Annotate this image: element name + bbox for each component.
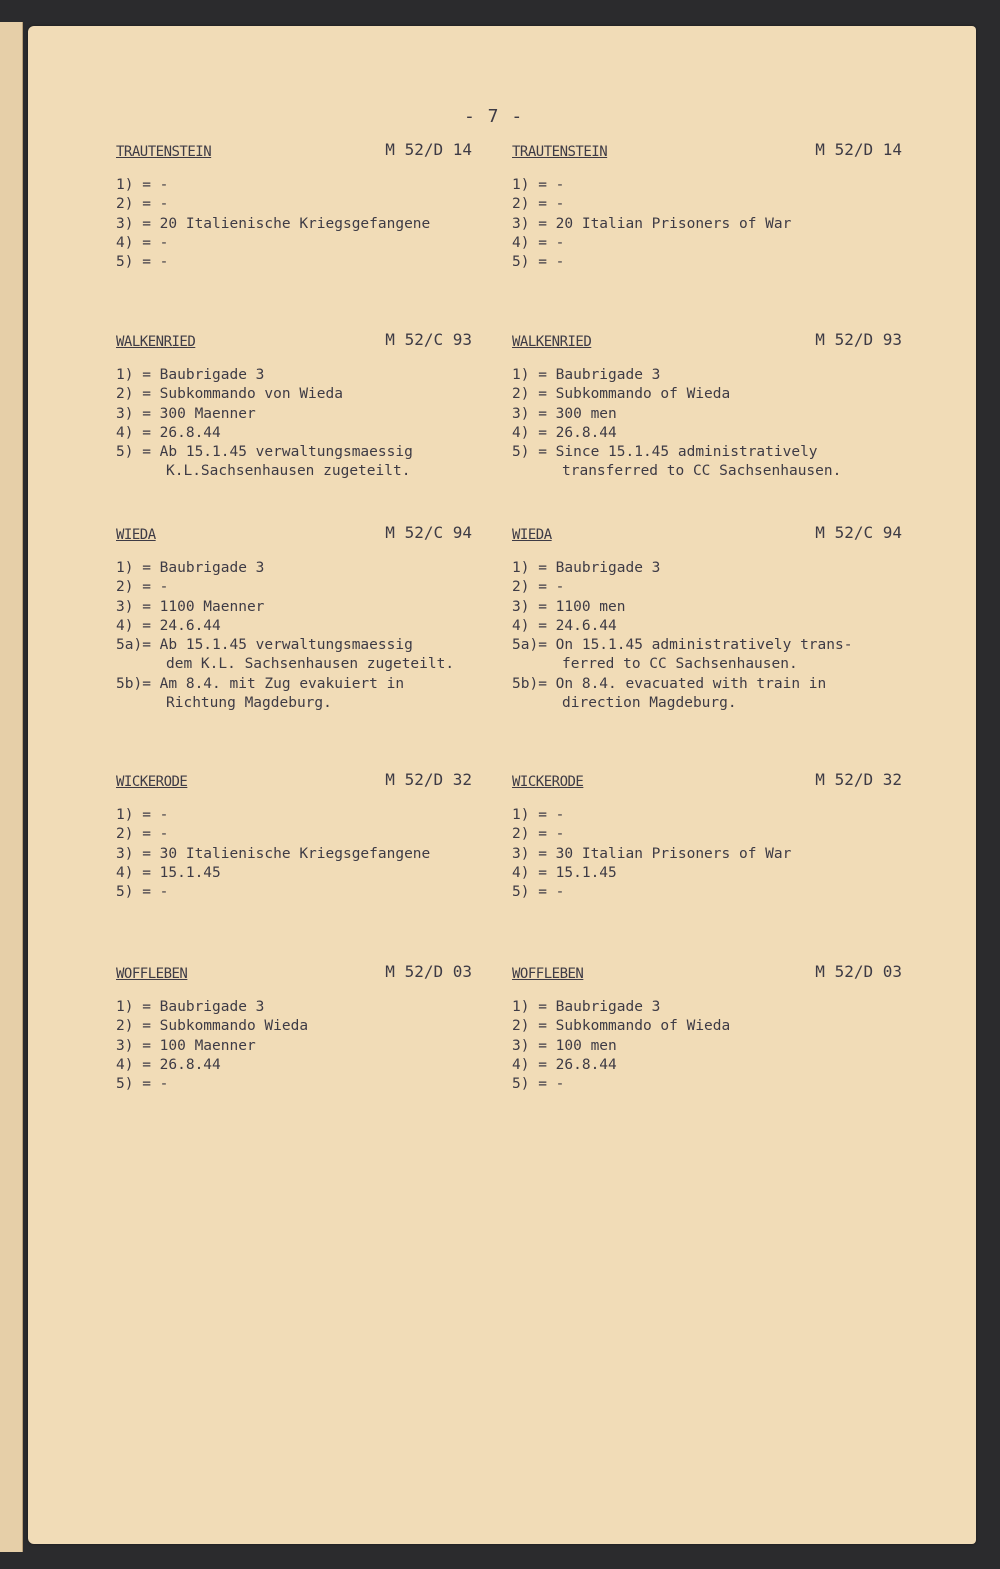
place-name: TRAUTENSTEIN	[512, 144, 608, 160]
entry-walkenried-de	[116, 330, 472, 482]
map-reference: M 52/C 94	[815, 523, 902, 542]
map-reference: M 52/D 93	[815, 330, 902, 349]
entry-line: 1) = Baubrigade 3	[512, 367, 661, 383]
entry-line: 2) = Subkommando of Wieda	[512, 386, 731, 403]
entry-line: 4) = 26.8.44	[512, 1056, 617, 1073]
entry-line: 2) = -	[512, 196, 565, 213]
previous-page-edge	[0, 22, 23, 1552]
entry-line: 1) = -	[512, 807, 565, 823]
map-reference: M 52/D 03	[385, 962, 472, 981]
entry-header	[116, 140, 472, 164]
entry-lines	[116, 176, 472, 272]
entry-line: K.L.Sachsenhausen zugeteilt.	[166, 463, 411, 480]
entry-line: 5b)= Am 8.4. mit Zug evakuiert in	[116, 675, 405, 692]
entry-lines	[512, 366, 902, 482]
entry-header	[512, 140, 902, 164]
place-name: WICKERODE	[512, 774, 584, 790]
entry-line: 5) = -	[116, 254, 169, 271]
map-reference: M 52/C 93	[385, 330, 472, 349]
entry-line: 3) = 300 Maenner	[116, 405, 256, 422]
entry-line: 3) = 300 men	[512, 405, 617, 422]
entry-line: 4) = 15.1.45	[512, 864, 617, 881]
entry-line: 3) = 100 Maenner	[116, 1037, 256, 1054]
entry-line: 3) = 30 Italian Prisoners of War	[512, 845, 792, 862]
entry-line: 2) = -	[512, 826, 565, 843]
entry-lines	[512, 176, 902, 272]
entry-line: dem K.L. Sachsenhausen zugeteilt.	[166, 656, 455, 673]
entry-trautenstein-de	[116, 140, 472, 272]
entry-line: 4) = 15.1.45	[116, 864, 221, 881]
entry-line: 2) = Subkommando von Wieda	[116, 386, 343, 403]
entry-lines	[512, 559, 902, 713]
entry-line: 3) = 1100 Maenner	[116, 598, 265, 615]
entry-woffleben-en	[512, 962, 902, 1094]
entry-line: 4) = 26.8.44	[116, 424, 221, 441]
entry-header	[116, 523, 472, 547]
entry-wickerode-en	[512, 770, 902, 902]
entry-wieda-de	[116, 523, 472, 713]
entry-line: direction Magdeburg.	[562, 695, 737, 712]
entry-line: 3) = 100 men	[512, 1037, 617, 1054]
entry-header	[116, 330, 472, 354]
entry-line: 5) = -	[512, 1076, 565, 1093]
entry-line: 1) = -	[116, 177, 169, 193]
entry-line: 4) = 26.8.44	[512, 424, 617, 441]
entry-line: 2) = -	[512, 579, 565, 596]
entry-line: 4) = -	[116, 234, 169, 251]
entry-wieda-en	[512, 523, 902, 713]
entry-lines	[512, 998, 902, 1094]
entry-line: 1) = Baubrigade 3	[512, 560, 661, 576]
place-name: WALKENRIED	[116, 334, 196, 350]
map-reference: M 52/D 14	[815, 140, 902, 159]
entry-line: ferred to CC Sachsenhausen.	[562, 656, 798, 673]
entry-header	[116, 770, 472, 794]
entry-line: 4) = -	[512, 234, 565, 251]
entry-line: 2) = Subkommando of Wieda	[512, 1018, 731, 1035]
place-name: WIEDA	[512, 527, 552, 543]
map-reference: M 52/D 32	[385, 770, 472, 789]
entry-line: 3) = 20 Italian Prisoners of War	[512, 215, 792, 232]
map-reference: M 52/D 14	[385, 140, 472, 159]
entry-line: Richtung Magdeburg.	[166, 695, 332, 712]
entry-header	[512, 770, 902, 794]
entry-walkenried-en	[512, 330, 902, 482]
entry-line: 5) = -	[116, 1076, 169, 1093]
entry-line: 2) = -	[116, 579, 169, 596]
place-name: WOFFLEBEN	[512, 966, 584, 982]
entry-line: 3) = 20 Italienische Kriegsgefangene	[116, 215, 431, 232]
entry-line: 2) = -	[116, 196, 169, 213]
entry-line: 1) = Baubrigade 3	[116, 367, 265, 383]
entry-header	[512, 523, 902, 547]
entry-line: 5a)= On 15.1.45 administratively trans-	[512, 637, 853, 654]
entry-line: 1) = -	[512, 177, 565, 193]
entry-woffleben-de	[116, 962, 472, 1094]
entry-line: 2) = -	[116, 826, 169, 843]
entry-line: 5b)= On 8.4. evacuated with train in	[512, 675, 827, 692]
map-reference: M 52/D 03	[815, 962, 902, 981]
entry-line: 2) = Subkommando Wieda	[116, 1018, 309, 1035]
entry-header	[512, 330, 902, 354]
entry-lines	[116, 998, 472, 1094]
entry-trautenstein-en	[512, 140, 902, 272]
entry-line: 5a)= Ab 15.1.45 verwaltungsmaessig	[116, 637, 413, 654]
place-name: WIEDA	[116, 527, 156, 543]
entry-line: 3) = 30 Italienische Kriegsgefangene	[116, 845, 431, 862]
entry-wickerode-de	[116, 770, 472, 902]
map-reference: M 52/D 32	[815, 770, 902, 789]
place-name: TRAUTENSTEIN	[116, 144, 212, 160]
entry-header	[116, 962, 472, 986]
place-name: WALKENRIED	[512, 334, 592, 350]
place-name: WOFFLEBEN	[116, 966, 188, 982]
entry-line: 5) = Ab 15.1.45 verwaltungsmaessig	[116, 444, 413, 461]
entry-line: 5) = -	[512, 254, 565, 271]
entry-line: 1) = Baubrigade 3	[116, 999, 265, 1015]
entry-line: 1) = -	[116, 807, 169, 823]
entry-lines	[116, 559, 472, 713]
entry-line: 1) = Baubrigade 3	[512, 999, 661, 1015]
entry-line: transferred to CC Sachsenhausen.	[562, 463, 842, 480]
entry-line: 5) = -	[116, 884, 169, 901]
map-reference: M 52/C 94	[385, 523, 472, 542]
entry-lines	[116, 806, 472, 902]
entry-line: 5) = Since 15.1.45 administratively	[512, 444, 818, 461]
entry-line: 4) = 24.6.44	[512, 617, 617, 634]
entry-line: 4) = 26.8.44	[116, 1056, 221, 1073]
entry-lines	[512, 806, 902, 902]
entry-lines	[116, 366, 472, 482]
entry-line: 4) = 24.6.44	[116, 617, 221, 634]
entry-header	[512, 962, 902, 986]
entry-line: 3) = 1100 men	[512, 598, 626, 615]
entry-line: 5) = -	[512, 884, 565, 901]
page-number: - 7 -	[464, 106, 524, 127]
entry-line: 1) = Baubrigade 3	[116, 560, 265, 576]
place-name: WICKERODE	[116, 774, 188, 790]
